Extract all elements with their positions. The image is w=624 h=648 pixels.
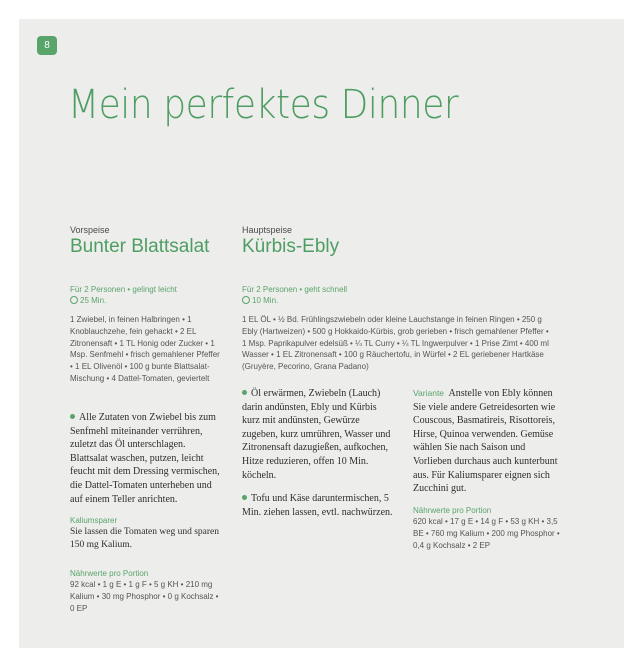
clock-icon bbox=[242, 296, 250, 304]
page-number: 8 bbox=[37, 36, 57, 55]
main-step-1 bbox=[242, 387, 396, 482]
main-recipe bbox=[242, 224, 572, 373]
main-step-2-text: Tofu und Käse daruntermischen, 5 Min. ziehen lassen, evtl. nachwürzen. bbox=[242, 493, 393, 518]
starter-tip-text: Sie lassen die Tomaten weg und sparen 150 mg Kalium. bbox=[70, 527, 220, 550]
main-variant-label: Variante bbox=[413, 388, 445, 398]
starter-instructions-text: Alle Zutaten von Zwiebel bis zum Senfmehl miteinander verrühren, zuletzt das Öl unterschlagen. Blattsalat waschen, putzen, leicht feucht mit dem Dressing vermischen, die Dattel-Tomaten unterheben und auf einem Teller anrichten. bbox=[70, 412, 220, 505]
starter-time: 25 Min. bbox=[80, 296, 107, 305]
starter-instructions bbox=[70, 411, 220, 506]
main-time: 10 Min. bbox=[252, 296, 279, 305]
starter-tip bbox=[70, 515, 220, 552]
bullet-icon bbox=[242, 495, 247, 500]
main-nutrition-title: Nährwerte pro Portion bbox=[413, 506, 492, 515]
main-servings: Für 2 Personen • geht schnell bbox=[242, 285, 348, 294]
starter-tip-title: Kaliumsparer bbox=[70, 516, 118, 525]
starter-nutrition-title: Nährwerte pro Portion bbox=[70, 569, 149, 578]
main-ingredients: 1 EL ÖL • ½ Bd. Frühlingszwiebeln oder kleine Lauchstange in feinen Ringen • 250 g Ebly (Hartweizen) • 500 g Hokkaido-Kürbis, grob gerieben • frisch gemahlener Pfeffer • 1 Msp. Paprikapulver edelsüß • ¼ TL Curry • ¼ TL Ingwerpulver • 1 Prise Zimt • 400 ml Wasser • 1 EL Zitronensaft • 100 g Räuchertofu, in Würfel • 2 EL geriebener Hartkäse (Gruyère, Pecorino, Grana Padano) bbox=[242, 315, 549, 372]
main-nutrition bbox=[413, 505, 563, 551]
main-nutrition-text: 620 kcal • 17 g E • 14 g F • 53 g KH • 3,5 BE • 760 mg Kalium • 200 mg Phosphor • 0,4 g Kochsalz • 2 EP bbox=[413, 517, 560, 550]
starter-nutrition-text: 92 kcal • 1 g E • 1 g F • 5 g KH • 210 mg Kalium • 30 mg Phosphor • 0 g Kochsalz • 0 EP bbox=[70, 580, 219, 613]
main-course: Hauptspeise bbox=[242, 225, 293, 235]
starter-ingredients: 1 Zwiebel, in feinen Halbringen • 1 Knoblauchzehe, fein gehackt • 2 EL Zitronensaft • 1 TL Honig oder Zucker • 1 Msp. Senfmehl • frisch gemahlener Pfeffer • 1 EL Olivenöl • 100 g bunte Blattsalat-Mischung • 4 Dattel-Tomaten, geviertelt bbox=[70, 315, 220, 383]
starter-recipe bbox=[70, 224, 220, 385]
page-title: Mein perfektes Dinner bbox=[68, 82, 459, 128]
starter-name: Bunter Blattsalat bbox=[70, 236, 210, 257]
clock-icon bbox=[70, 296, 78, 304]
main-step-2 bbox=[242, 492, 396, 519]
starter-time-row bbox=[70, 295, 220, 306]
main-name: Kürbis-Ebly bbox=[242, 236, 340, 257]
starter-meta bbox=[70, 284, 220, 306]
starter-servings: Für 2 Personen • gelingt leicht bbox=[70, 285, 177, 294]
main-variant bbox=[413, 387, 563, 496]
bullet-icon bbox=[242, 390, 247, 395]
main-meta bbox=[242, 284, 572, 306]
main-step-1-text: Öl erwärmen, Zwiebeln (Lauch) darin andünsten, Ebly und Kürbis kurz mit andünsten, Gewürze zugeben, kurz umrühren, Wasser und Zitronensaft dazugießen, aufkochen, Hitze reduzieren, offen 10 Min. köcheln. bbox=[242, 388, 391, 481]
starter-nutrition bbox=[70, 568, 220, 614]
main-time-row bbox=[242, 295, 572, 306]
bullet-icon bbox=[70, 414, 75, 419]
starter-course: Vorspeise bbox=[70, 225, 110, 235]
main-variant-text: Anstelle von Ebly können Sie viele andere Getreidesorten wie Couscous, Basmatireis, Risottoreis, Hirse, Quinoa verwenden. Gemüse wählen Sie nach Saison und Vorlieben durchaus auch kunterbunt aus. Für Kaliumsparer eignen sich Zucchini gut. bbox=[413, 388, 558, 495]
